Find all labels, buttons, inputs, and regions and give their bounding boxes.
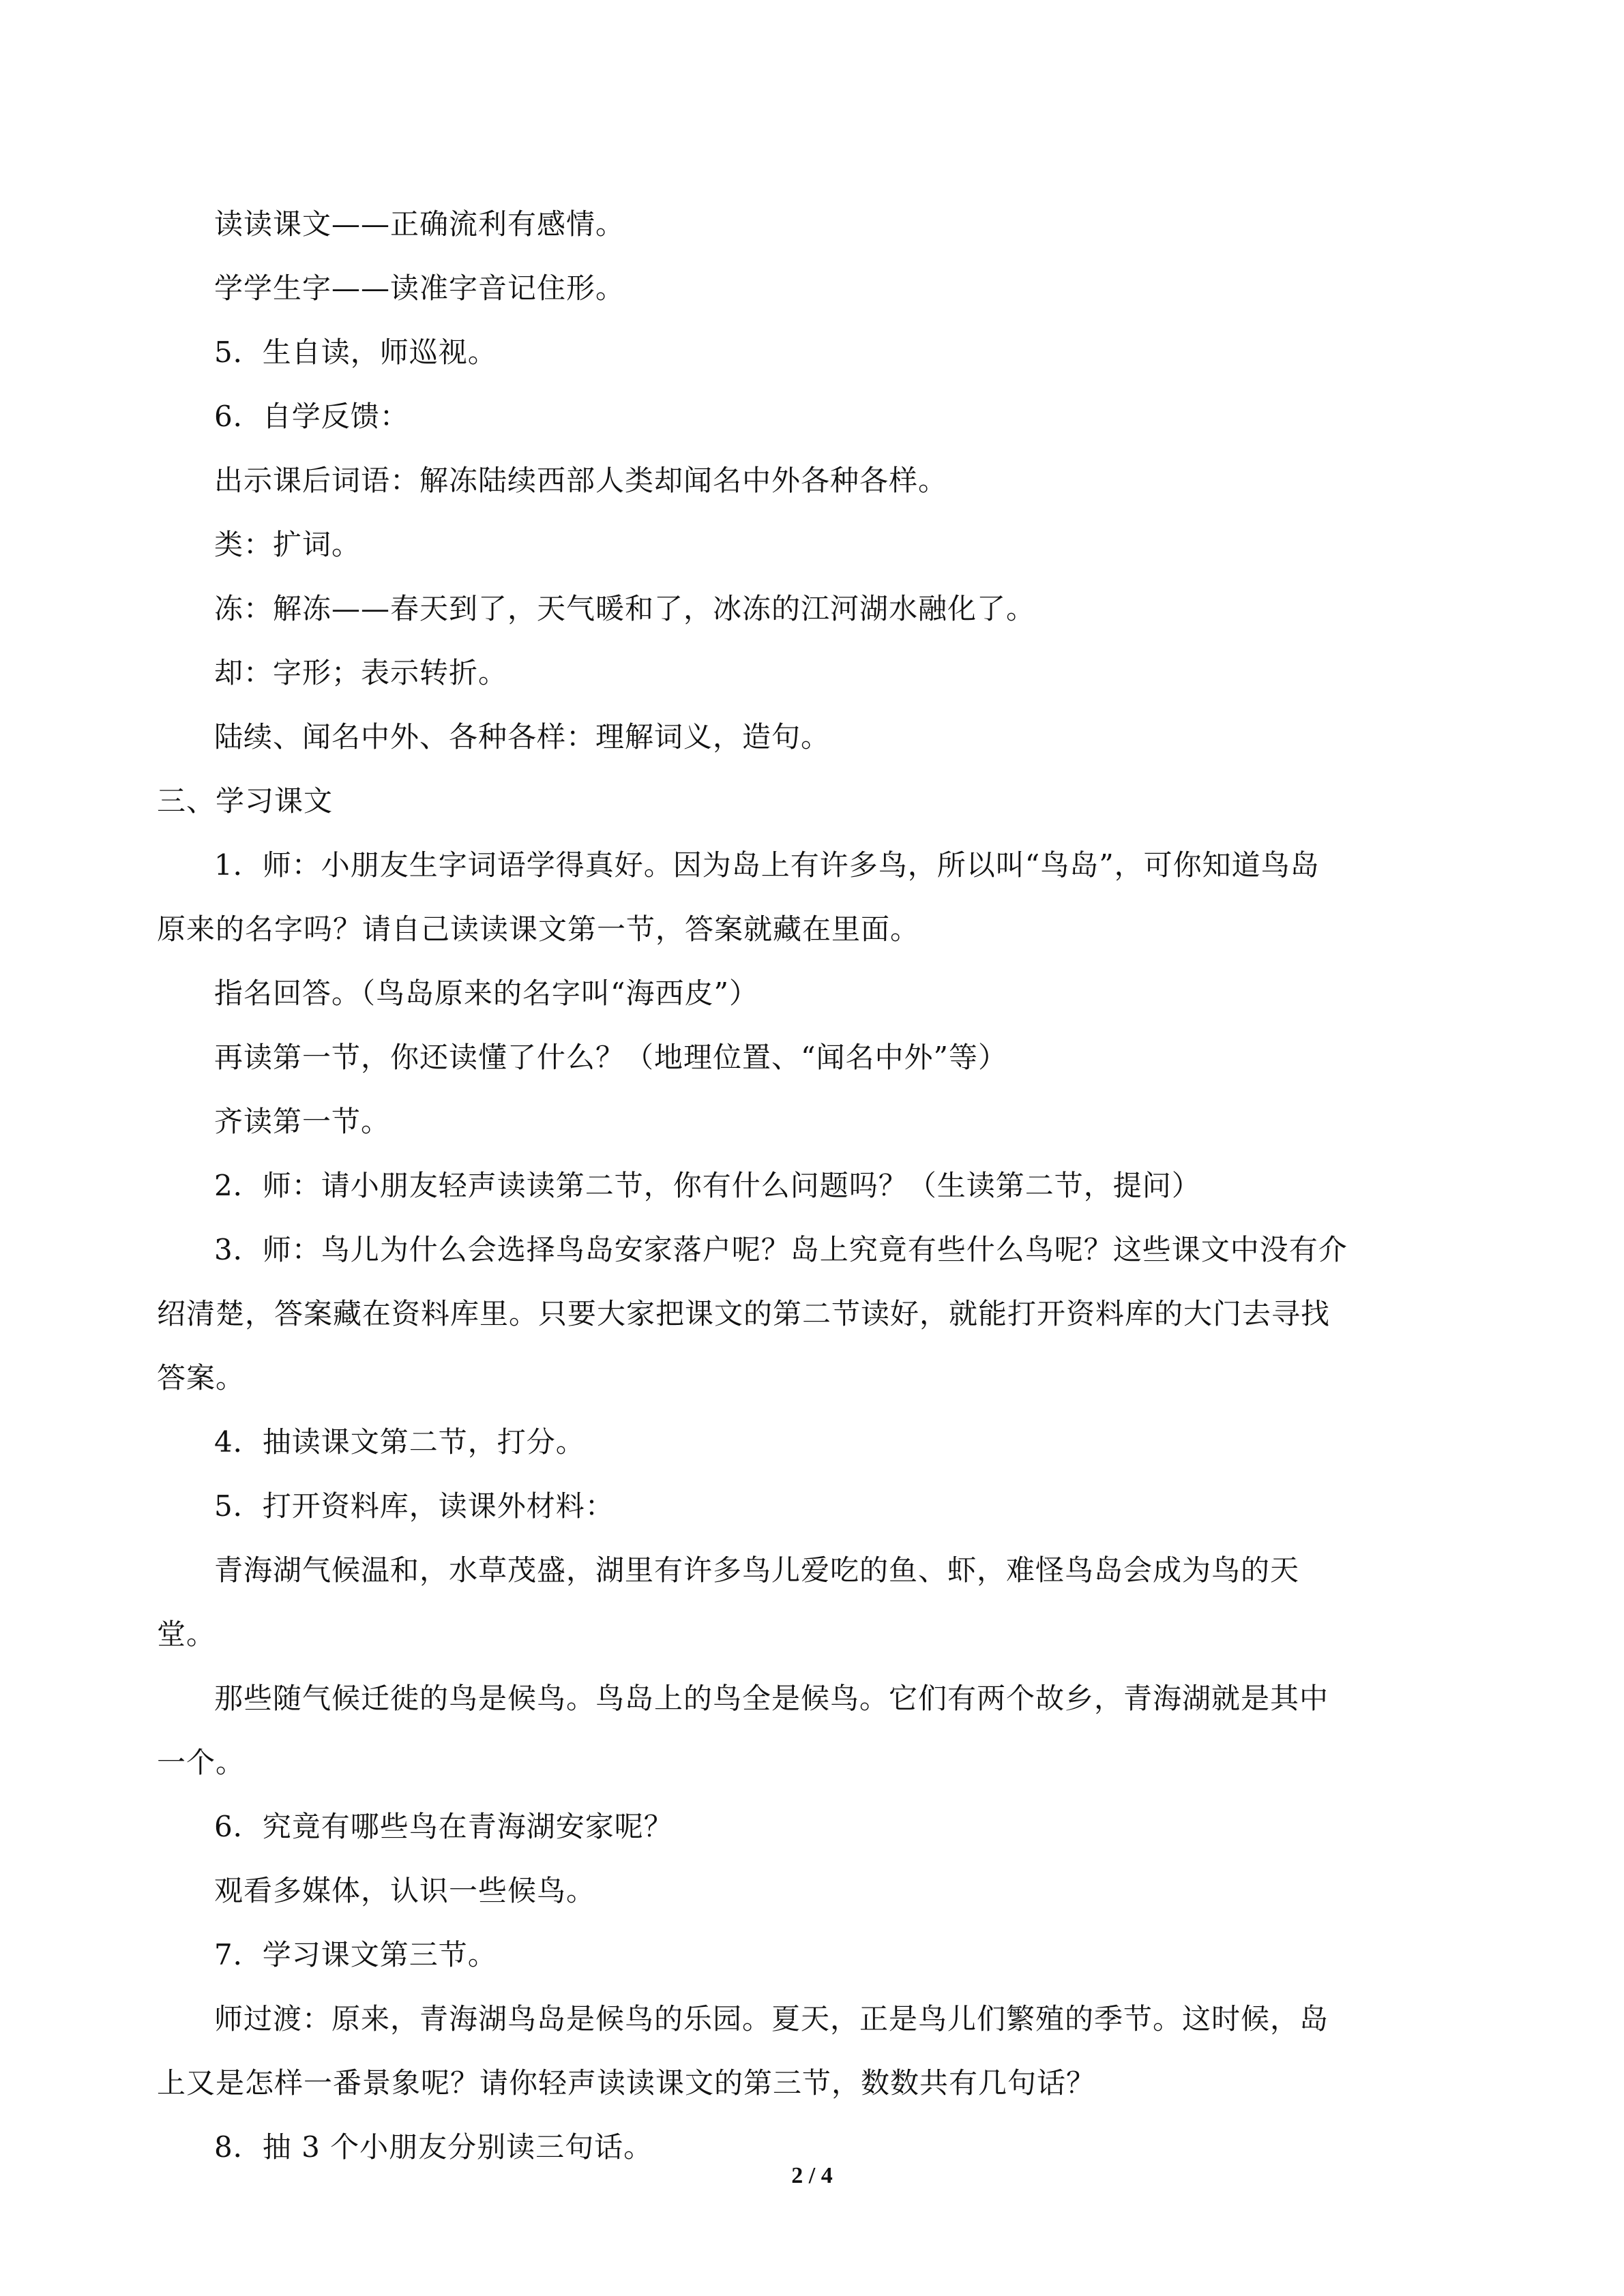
paragraph-dong: 冻：解冻——春天到了，天气暖和了，冰冻的江河湖水融化了。 bbox=[214, 592, 1036, 625]
paragraph-learn-characters: 学学生字——读准字音记住形。 bbox=[214, 271, 625, 305]
paragraph-reread-first: 再读第一节，你还读懂了什么？（地理位置、“闻名中外”等） bbox=[214, 1041, 1007, 1074]
paragraph-step-3-line-3: 答案。 bbox=[157, 1361, 246, 1395]
paragraph-step-1-line-1: 1．师：小朋友生字词语学得真好。因为岛上有许多鸟，所以叫“鸟岛”，可你知道鸟岛 bbox=[214, 848, 1320, 882]
paragraph-step-5-open-library: 5．打开资料库，读课外材料： bbox=[214, 1489, 615, 1523]
paragraph-read-together: 齐读第一节。 bbox=[214, 1105, 391, 1138]
page-number: 2 / 4 bbox=[791, 2163, 833, 2188]
paragraph-lei: 类：扩词。 bbox=[214, 528, 361, 561]
section-heading-learn-text: 三、学习课文 bbox=[157, 784, 334, 818]
paragraph-step-8: 8．抽 3 个小朋友分别读三句话。 bbox=[214, 2130, 653, 2164]
paragraph-step-3-line-2: 绍清楚，答案藏在资料库里。只要大家把课文的第二节读好，就能打开资料库的大门去寻找 bbox=[157, 1297, 1331, 1330]
paragraph-step-5-self-read: 5．生自读，师巡视。 bbox=[214, 336, 497, 369]
document-body bbox=[157, 192, 1466, 2179]
paragraph-read-text: 读读课文——正确流利有感情。 bbox=[214, 207, 625, 241]
paragraph-vocabulary: 出示课后词语：解冻陆续西部人类却闻名中外各种各样。 bbox=[214, 464, 948, 497]
paragraph-word-meaning: 陆续、闻名中外、各种各样：理解词义，造句。 bbox=[214, 720, 831, 754]
paragraph-step-7: 7．学习课文第三节。 bbox=[214, 1938, 497, 1971]
paragraph-material-1-line-2: 堂。 bbox=[157, 1617, 216, 1651]
paragraph-material-1-line-1: 青海湖气候温和，水草茂盛，湖里有许多鸟儿爱吃的鱼、虾，难怪鸟岛会成为鸟的天 bbox=[214, 1553, 1300, 1587]
paragraph-material-2-line-2: 一个。 bbox=[157, 1746, 246, 1779]
paragraph-answer-name: 指名回答。（鸟岛原来的名字叫“海西皮”） bbox=[214, 976, 758, 1010]
paragraph-transition-line-2: 上又是怎样一番景象呢？请你轻声读读课文的第三节，数数共有几句话？ bbox=[157, 2066, 1096, 2100]
paragraph-transition-line-1: 师过渡：原来，青海湖鸟岛是候鸟的乐园。夏天，正是鸟儿们繁殖的季节。这时候，岛 bbox=[214, 2002, 1329, 2036]
paragraph-step-6-question: 6．究竟有哪些鸟在青海湖安家呢？ bbox=[214, 1810, 673, 1843]
paragraph-watch-multimedia: 观看多媒体，认识一些候鸟。 bbox=[214, 1874, 596, 1907]
paragraph-step-6-feedback: 6．自学反馈： bbox=[214, 400, 409, 433]
paragraph-step-2: 2．师：请小朋友轻声读读第二节，你有什么问题吗？（生读第二节，提问） bbox=[214, 1169, 1201, 1202]
paragraph-que: 却：字形；表示转折。 bbox=[214, 656, 508, 689]
paragraph-material-2-line-1: 那些随气候迁徙的鸟是候鸟。鸟岛上的鸟全是候鸟。它们有两个故乡，青海湖就是其中 bbox=[214, 1682, 1329, 1715]
paragraph-step-3-line-1: 3．师：鸟儿为什么会选择鸟岛安家落户呢？岛上究竟有些什么鸟呢？这些课文中没有介 bbox=[214, 1233, 1348, 1266]
paragraph-step-4: 4．抽读课文第二节，打分。 bbox=[214, 1425, 585, 1459]
paragraph-step-1-line-2: 原来的名字吗？请自己读读课文第一节，答案就藏在里面。 bbox=[157, 912, 920, 946]
